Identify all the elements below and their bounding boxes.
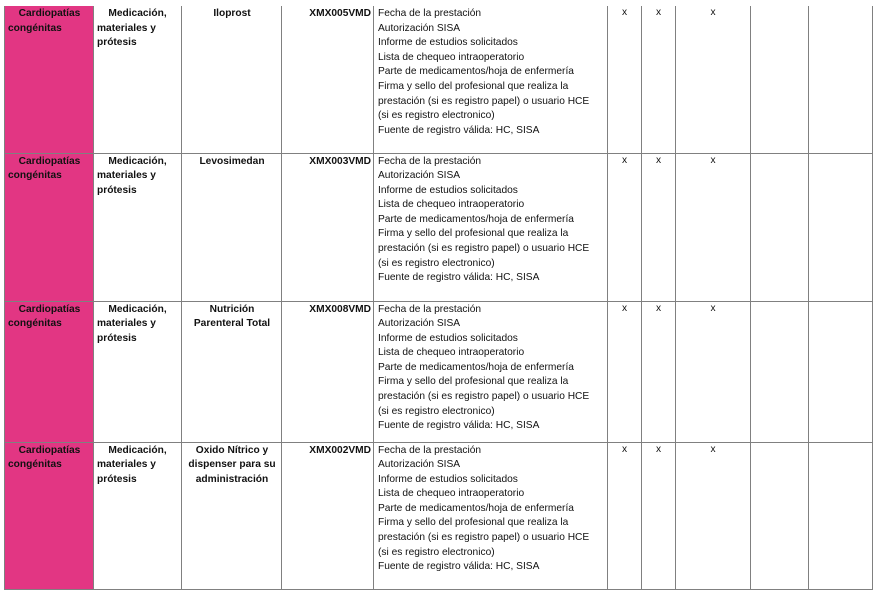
mark-cell-2: x — [642, 301, 676, 442]
section-line-1: Medicación, — [108, 444, 167, 456]
requirement-line: Fecha de la prestación — [378, 303, 482, 315]
section-line-2: materiales y — [97, 170, 156, 182]
prestaciones-table — [4, 6, 873, 590]
requirement-line: Firma y sello del profesional que realiza la — [378, 376, 569, 388]
prestacion-code: XMX008VMD — [309, 303, 371, 315]
requirement-line: prestación (si es registro papel) o usuario HCE — [378, 532, 590, 544]
table-row — [5, 442, 873, 589]
category-line-1: Cardiopatías — [18, 8, 81, 19]
table-row — [5, 6, 873, 153]
category-line-1: Cardiopatías — [18, 444, 81, 456]
requirement-line: Informe de estudios solicitados — [378, 184, 518, 196]
requirement-line: Parte de medicamentos/hoja de enfermería — [378, 361, 574, 373]
section-line-3: prótesis — [97, 37, 137, 49]
requirements-cell — [374, 6, 608, 153]
prestacion-line-1: Oxido Nítrico y — [195, 444, 269, 456]
requirement-line: Fuente de registro válida: HC, SISA — [378, 124, 540, 136]
mark-cell-3: x — [676, 301, 751, 442]
empty-cell-2 — [809, 6, 873, 153]
prestacion-code: XMX005VMD — [309, 8, 371, 19]
prestacion-line-1: Nutrición — [209, 303, 255, 315]
requirement-line: Informe de estudios solicitados — [378, 473, 518, 485]
requirements-list — [374, 302, 607, 434]
requirements-cell — [374, 301, 608, 442]
mark-cell-1: x — [608, 153, 642, 301]
section-line-3: prótesis — [97, 473, 137, 485]
empty-cell-1 — [751, 6, 809, 153]
mark-cell-1: x — [608, 6, 642, 153]
category-line-2: congénitas — [8, 459, 62, 471]
mark-cell-2: x — [642, 6, 676, 153]
requirement-line: Fuente de registro válida: HC, SISA — [378, 272, 540, 284]
code-cell — [282, 6, 374, 153]
requirement-line: Fecha de la prestación — [378, 8, 482, 19]
mark-cell-3: x — [676, 6, 751, 153]
requirement-line: prestación (si es registro papel) o usuario HCE — [378, 95, 590, 107]
prestacion-cell — [182, 153, 282, 301]
mark-cell-2: x — [642, 442, 676, 589]
prestacion-cell — [182, 6, 282, 153]
category-line-1: Cardiopatías — [18, 303, 81, 315]
table-row — [5, 153, 873, 301]
requirements-cell — [374, 153, 608, 301]
requirements-list — [374, 6, 607, 138]
section-cell — [94, 153, 182, 301]
section-line-1: Medicación, — [108, 155, 167, 167]
requirement-line: Autorización SISA — [378, 22, 461, 34]
empty-cell-2 — [809, 301, 873, 442]
section-cell — [94, 6, 182, 153]
requirement-line: Fuente de registro válida: HC, SISA — [378, 420, 540, 432]
mark-cell-1: x — [608, 442, 642, 589]
requirements-list — [374, 154, 607, 286]
section-line-2: materiales y — [97, 459, 156, 471]
requirement-line: Lista de chequeo intraoperatorio — [378, 347, 525, 359]
requirement-line: Parte de medicamentos/hoja de enfermería — [378, 66, 574, 78]
requirement-line: prestación (si es registro papel) o usuario HCE — [378, 243, 590, 255]
category-cell — [5, 301, 94, 442]
requirement-line: Parte de medicamentos/hoja de enfermería — [378, 502, 574, 514]
category-cell — [5, 442, 94, 589]
empty-cell-2 — [809, 153, 873, 301]
prestacion-code: XMX003VMD — [309, 155, 371, 167]
code-cell — [282, 301, 374, 442]
requirement-line: prestación (si es registro papel) o usuario HCE — [378, 391, 590, 403]
mark-cell-3: x — [676, 442, 751, 589]
section-cell — [94, 301, 182, 442]
code-cell — [282, 442, 374, 589]
category-cell — [5, 153, 94, 301]
category-line-2: congénitas — [8, 22, 62, 34]
category-cell — [5, 6, 94, 153]
requirements-list — [374, 443, 607, 575]
code-cell — [282, 153, 374, 301]
prestacion-code: XMX002VMD — [309, 444, 371, 456]
requirement-line: Lista de chequeo intraoperatorio — [378, 488, 525, 500]
prestacion-line-2: Parenteral Total — [193, 318, 271, 330]
requirement-line: Informe de estudios solicitados — [378, 332, 518, 344]
prestacion-line-2: dispenser para su — [188, 459, 276, 471]
section-line-2: materiales y — [97, 22, 156, 34]
requirement-line: Firma y sello del profesional que realiza la — [378, 228, 569, 240]
mark-cell-1: x — [608, 301, 642, 442]
empty-cell-1 — [751, 301, 809, 442]
prestacion-line-1: Levosimedan — [199, 155, 265, 167]
requirement-line: (si es registro electronico) — [378, 405, 495, 417]
requirement-line: Fecha de la prestación — [378, 155, 482, 167]
empty-cell-2 — [809, 442, 873, 589]
empty-cell-1 — [751, 153, 809, 301]
category-line-2: congénitas — [8, 170, 62, 182]
prestacion-cell — [182, 301, 282, 442]
section-cell — [94, 442, 182, 589]
section-line-3: prótesis — [97, 332, 137, 344]
empty-cell-1 — [751, 442, 809, 589]
prestacion-line-1: Iloprost — [213, 8, 251, 19]
section-line-3: prótesis — [97, 184, 137, 196]
mark-cell-3: x — [676, 153, 751, 301]
requirement-line: Fuente de registro válida: HC, SISA — [378, 561, 540, 573]
requirement-line: Parte de medicamentos/hoja de enfermería — [378, 213, 574, 225]
section-line-1: Medicación, — [108, 303, 167, 315]
requirement-line: Firma y sello del profesional que realiza la — [378, 80, 569, 92]
section-line-2: materiales y — [97, 318, 156, 330]
requirement-line: Autorización SISA — [378, 459, 461, 471]
mark-cell-2: x — [642, 153, 676, 301]
prestacion-line-3: administración — [195, 473, 269, 485]
table-row — [5, 301, 873, 442]
requirement-line: Autorización SISA — [378, 170, 461, 182]
requirement-line: Informe de estudios solicitados — [378, 37, 518, 49]
requirement-line: Lista de chequeo intraoperatorio — [378, 199, 525, 211]
category-line-2: congénitas — [8, 318, 62, 330]
requirement-line: Autorización SISA — [378, 318, 461, 330]
requirement-line: (si es registro electronico) — [378, 546, 495, 558]
prestacion-cell — [182, 442, 282, 589]
requirement-line: Firma y sello del profesional que realiza la — [378, 517, 569, 529]
requirement-line: Fecha de la prestación — [378, 444, 482, 456]
requirement-line: (si es registro electronico) — [378, 257, 495, 269]
requirements-cell — [374, 442, 608, 589]
section-line-1: Medicación, — [108, 8, 167, 19]
category-line-1: Cardiopatías — [18, 155, 81, 167]
requirement-line: Lista de chequeo intraoperatorio — [378, 51, 525, 63]
requirement-line: (si es registro electronico) — [378, 110, 495, 122]
